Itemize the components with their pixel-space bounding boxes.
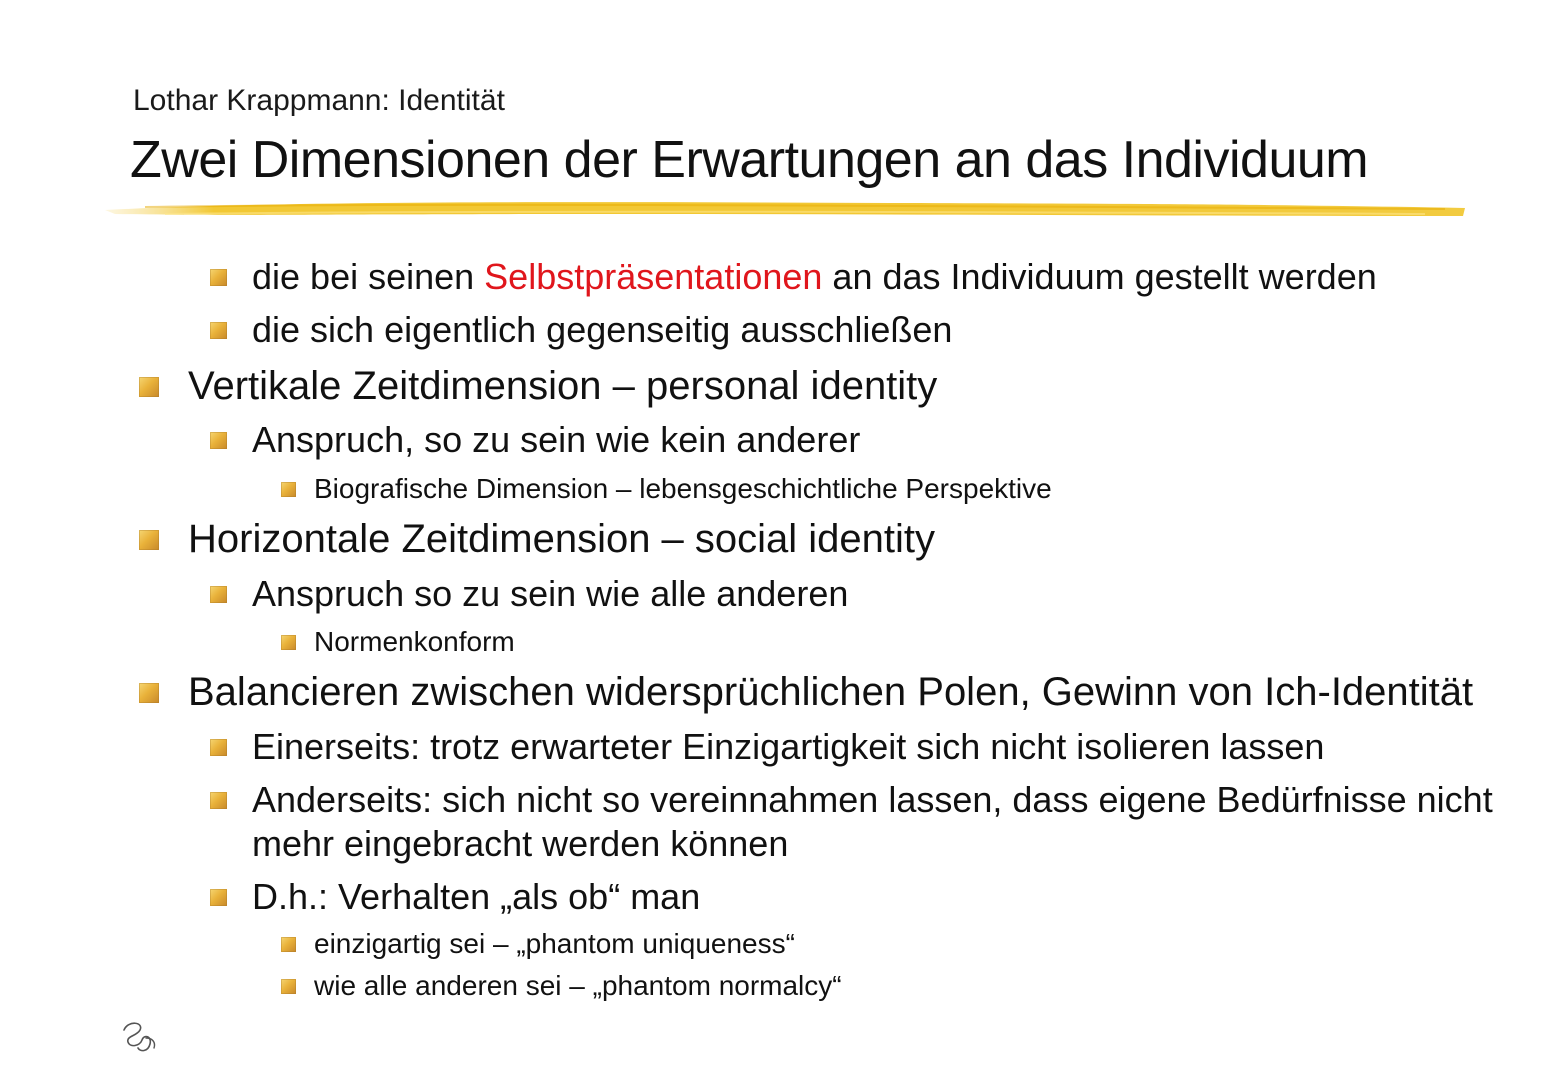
bullet-square-icon: [139, 530, 159, 550]
list-item: Anderseits: sich nicht so vereinnahmen lassen, dass eigene Bedürfnisse nicht: [252, 779, 1493, 821]
list-item: Normenkonform: [314, 625, 515, 659]
bullet-square-icon: [281, 635, 296, 650]
list-item-continuation: mehr eingebracht werden können: [252, 823, 789, 864]
bullet-square-icon: [210, 322, 227, 339]
list-item: Biografische Dimension – lebensgeschichtliche Perspektive: [314, 472, 1052, 506]
list-item: Balancieren zwischen widersprüchlichen Polen, Gewinn von Ich-Identität: [188, 669, 1473, 715]
bullet-square-icon: [210, 889, 227, 906]
bullet-square-icon: [210, 586, 227, 603]
bullet-square-icon: [210, 739, 227, 756]
list-item: Anspruch so zu sein wie alle anderen: [252, 573, 848, 615]
bullet-square-icon: [281, 482, 296, 497]
bullet-square-icon: [281, 937, 296, 952]
list-item: Vertikale Zeitdimension – personal identity: [188, 363, 937, 409]
list-item: einzigartig sei – „phantom uniqueness“: [314, 927, 795, 961]
signature-logo-icon: [118, 1016, 160, 1056]
bullet-square-icon: [139, 377, 159, 397]
slide-subtitle: Lothar Krappmann: Identität: [133, 84, 505, 117]
list-item: Horizontale Zeitdimension – social identity: [188, 516, 935, 562]
bullet-square-icon: [139, 683, 159, 703]
list-item: D.h.: Verhalten „als ob“ man: [252, 876, 700, 918]
list-item: wie alle anderen sei – „phantom normalcy“: [314, 969, 842, 1003]
brush-stroke-underline: [105, 194, 1465, 224]
bullet-square-icon: [210, 432, 227, 449]
list-item: die bei seinen Selbstpräsentationen an das Individuum gestellt werden: [252, 256, 1377, 298]
list-item: Anspruch, so zu sein wie kein anderer: [252, 419, 860, 461]
bullet-square-icon: [281, 979, 296, 994]
slide-title: Zwei Dimensionen der Erwartungen an das Individuum: [130, 131, 1369, 189]
bullet-square-icon: [210, 269, 227, 286]
list-item: Einerseits: trotz erwarteter Einzigartigkeit sich nicht isolieren lassen: [252, 726, 1324, 768]
bullet-square-icon: [210, 792, 227, 809]
highlighted-term: Selbstpräsentationen: [484, 256, 823, 297]
list-item: die sich eigentlich gegenseitig ausschließen: [252, 309, 952, 351]
